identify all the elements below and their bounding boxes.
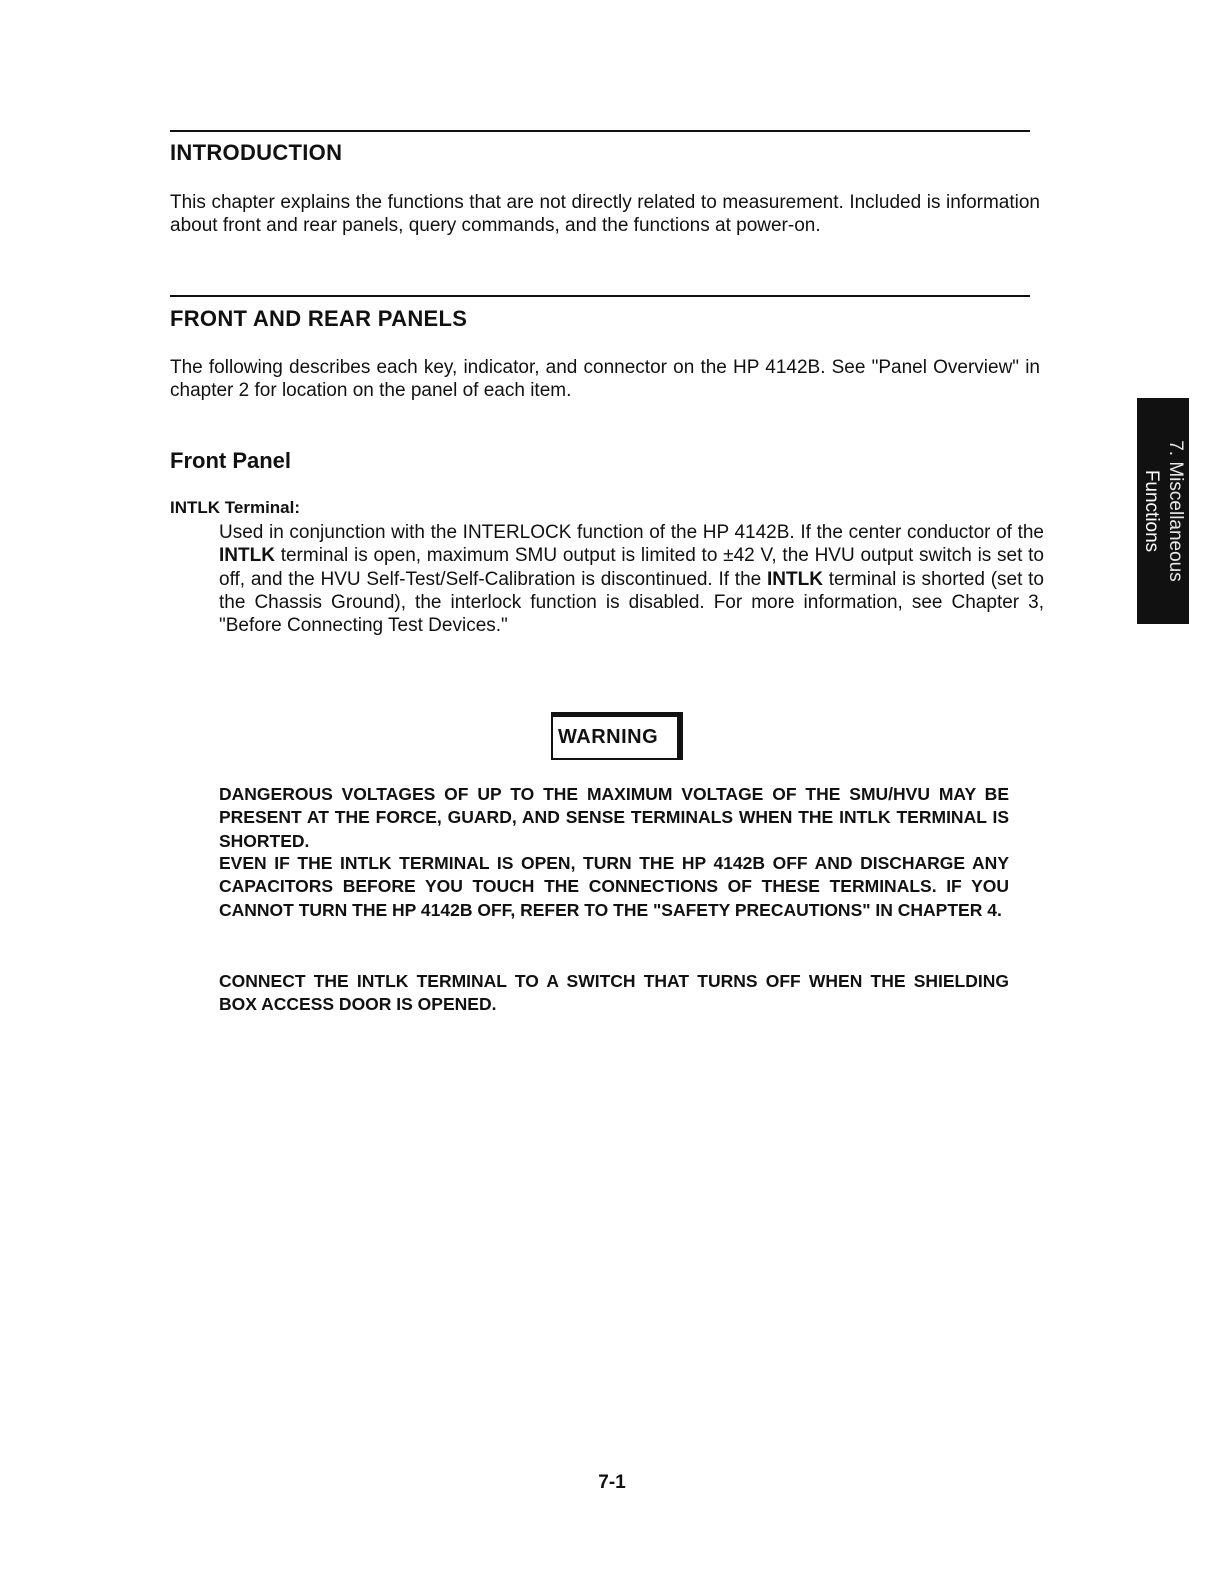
intlk-bold-1: INTLK bbox=[219, 545, 275, 567]
chapter-side-tab-text bbox=[1139, 440, 1187, 582]
section-rule-introduction bbox=[170, 130, 1030, 132]
warning-paragraph-2: EVEN IF THE INTLK TERMINAL IS OPEN, TURN THE HP 4142B OFF AND DISCHARGE ANY CAPACITORS BEFORE YOU TOUCH THE CONNECTIONS OF THESE TERMINALS. IF YOU CANNOT TURN THE HP 4142B OFF, REFER TO THE "SAFETY PRECAUTIONS" IN CHAPTER 4. bbox=[219, 853, 1009, 920]
intlk-text-2: terminal is open, maximum SMU output is limited to ±42 V, the HVU output switch is set to off, and the HVU Self-Test/Self-Calibration is discontinued. If the bbox=[219, 545, 1044, 590]
introduction-paragraph: This chapter explains the functions that are not directly related to measurement. Included is information about front and rear panels, query commands, and the functions at power-on. bbox=[170, 192, 1040, 236]
page-number: 7-1 bbox=[598, 1472, 626, 1493]
heading-front-panel: Front Panel bbox=[170, 448, 292, 473]
chapter-side-tab bbox=[1137, 398, 1189, 624]
side-tab-line-2: Functions bbox=[1141, 469, 1162, 553]
intlk-description bbox=[219, 521, 1044, 637]
warning-paragraph-1: DANGEROUS VOLTAGES OF UP TO THE MAXIMUM VOLTAGE OF THE SMU/HVU MAY BE PRESENT AT THE FORCE, GUARD, AND SENSE TERMINALS WHEN THE INTLK TERMINAL IS SHORTED. bbox=[219, 784, 1009, 851]
section-rule-panels bbox=[170, 295, 1030, 297]
term-intlk-terminal: INTLK Terminal: bbox=[170, 498, 301, 517]
warning-box-right-shadow bbox=[677, 712, 683, 760]
warning-box-top-shadow bbox=[551, 712, 682, 717]
intlk-bold-2: INTLK bbox=[767, 568, 823, 590]
intlk-text-1: Used in conjunction with the INTERLOCK function of the HP 4142B. If the center conductor of the bbox=[219, 522, 1044, 543]
panels-paragraph: The following describes each key, indicator, and connector on the HP 4142B. See "Panel Overview" in chapter 2 for location on the panel of each item. bbox=[170, 357, 1040, 401]
heading-front-and-rear-panels: FRONT AND REAR PANELS bbox=[170, 306, 468, 331]
side-tab-line-1: 7. Miscellaneous bbox=[1165, 440, 1186, 582]
warning-label: WARNING bbox=[558, 726, 659, 748]
heading-introduction: INTRODUCTION bbox=[170, 140, 343, 165]
intlk-text-3: terminal is shorted (set to the Chassis Ground), the interlock function is disabled. For more information, see Chapter 3, "Before Connecting Test Devices." bbox=[219, 568, 1044, 637]
warning-paragraph-3: CONNECT THE INTLK TERMINAL TO A SWITCH THAT TURNS OFF WHEN THE SHIELDING BOX ACCESS DOOR IS OPENED. bbox=[219, 971, 1009, 1015]
